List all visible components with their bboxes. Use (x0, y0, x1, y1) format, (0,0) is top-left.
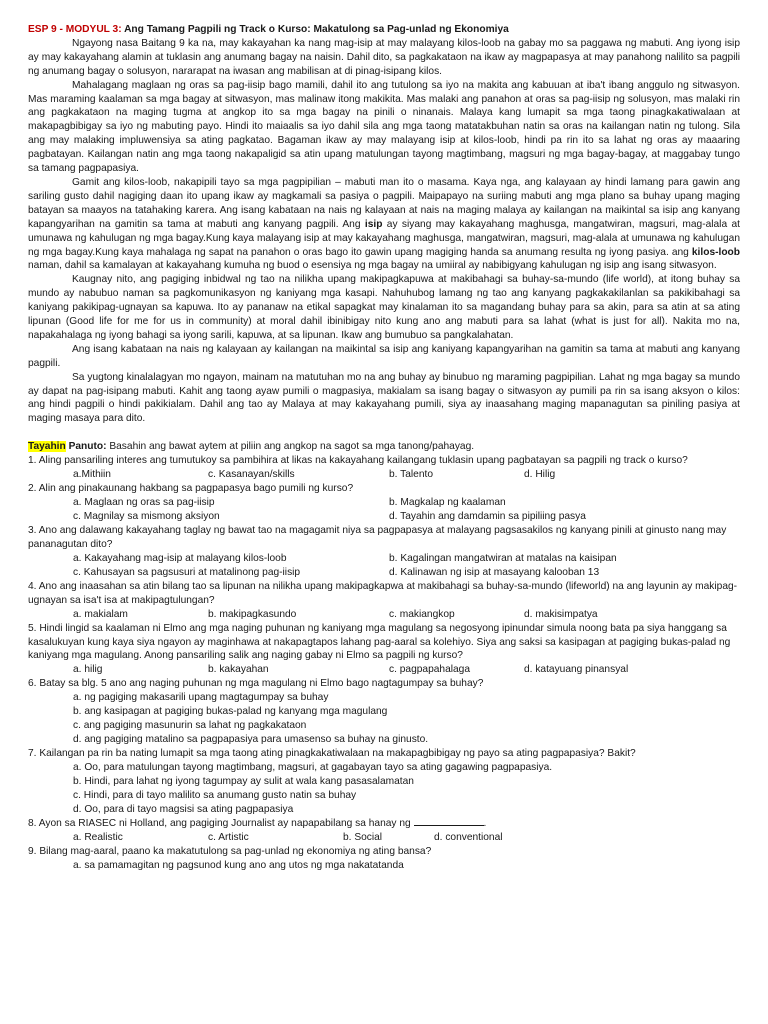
q6-choice-a: a. ng pagiging makasarili upang magtagumpay sa buhay (73, 692, 329, 704)
q1-choice-c: c. Kasanayan/skills (208, 469, 295, 481)
q1-choice-a: a.Mithiin (73, 469, 111, 481)
q3-choices-row1 (28, 552, 740, 566)
q3-choice-d: d. Kalinawan ng isip at masayang kalooban 13 (389, 566, 600, 578)
paragraph-1: Ngayong nasa Baitang 9 ka na, may kakayahan ka nang mag-isip at may malayang kilos-loob na gabay mo sa paggawa ng mabuti. Ang iyong isip ay may kakayahang alamin at tuklasin ang anumang bagay na naisin. Dahil dito, sa pagkakataon na ikaw ay magpapasya at may panahong nalilito sa pagpili ng anumang bagay o solusyon, nararapat na iwasan ang mabilisan at di pinag-isipang kilos. (28, 37, 740, 77)
q5-choice-b: b. kakayahan (208, 664, 269, 676)
q2-choice-a: a. Maglaan ng oras sa pag-iisip (73, 497, 215, 508)
tayahin-instructions (28, 440, 740, 454)
question-8: 8. Ayon sa RIASEC ni Holland, ang pagiging Journalist ay napapabilang sa hanay ng . (28, 818, 487, 830)
q7-choice-a: a. Oo, para matulungan tayong magtimbang, magsuri, at gagabayan tayo sa ating gagawing pagpapasiya. (73, 761, 553, 773)
term-isip: isip (364, 218, 383, 230)
question-2: 2. Alin ang pinakaunang hakbang sa pagpapasya bago pumili ng kurso? (28, 483, 354, 495)
q3-choice-c: c. Kahusayan sa pagsusuri at matalinong pag-iisip (73, 566, 301, 578)
question-9: 9. Bilang mag-aaral, paano ka makatutulong sa pag-unlad ng ekonomiya ng ating bansa? (28, 846, 432, 858)
question-3: 3. Ano ang dalawang kakayahang taglay ng bawat tao na magagamit niya sa pagpapasya at malayang pagsasakilos ng kanyang pinili at ginusto nang may pananagutan dito? (28, 525, 727, 550)
panuto-text: Basahin ang bawat aytem at piliin ang angkop na sagot sa mga tanong/pahayag. (106, 441, 475, 453)
q2-choice-c: c. Magnilay sa mismong aksiyon (73, 511, 220, 522)
q4-choice-c: c. makiangkop (389, 608, 455, 620)
q4-choice-a: a. makialam (73, 608, 128, 620)
question-7: 7. Kailangan pa rin ba nating lumapit sa mga taong ating pinagkakatiwalaan na makapagbibigay ng payo sa ating pagpapasiya? Bakit? (28, 747, 636, 759)
paragraph-4: Kaugnay nito, ang pagiging inbidwal ng tao na nilikha upang makipagkapuwa at makibahagi sa buhay-sa-mundo (life world), at itong buhay sa mundo ay nabubuo naman sa pagkomunikasyon ng kaniyang mga kasapi. Nahuhubog lamang ng tao ang kanyang pagkakakilanlan sa pakikibahagi sa kaniyang pakikipag-ugnayan sa kapuwa. Ito ay pananaw na etikal sapagkat may kinalaman ito sa magandang buhay para sa akin, para sa atin at sa ating lipunan (Good life for me for us in community) at moral dahil ibinibigay nito kung ano ang mabuti para sa lahat (what is just for all). Nakita mo na, napakahalaga ng iyong bahagi sa iyong sarili, kapuwa, at sa lipunan. Ikaw ang bumubuo sa pangkalahatan. (28, 274, 740, 341)
paragraph-6: Sa yugtong kinalalagyan mo ngayon, mainam na matutuhan mo na ang buhay ay binubuo ng maraming pagpipilian. Lahat ng mga bagay sa mundo ay dapat na pag-isipang mabuti. Kahit ang taong ayaw pumili o magpasiya, makialam sa isang bagay o sitwasyon ay pumili pa rin sa isang aksyon o kilos: ang hindi pagpili o hindi pakikialam. Dahil ang tao ay Malaya at may kakayahang pumili, siya ay inaasahang maging mapanagutan sa piniling pasiya at maging masaya para dito. (28, 371, 740, 425)
question-4: 4. Ano ang inaasahan sa atin bilang tao sa lipunan na nilikha upang makipagkapwa at makibahagi sa buhay-sa-mundo (lifeworld) na ang layunin ay makipag-ugnayan sa isa't isa at makipagtulungan? (28, 580, 738, 606)
section-gap (28, 426, 740, 440)
q4-choice-b: b. makipagkasundo (208, 608, 297, 620)
paragraph-3: Gamit ang kilos-loob, nakapipili tayo sa mga pagpipilian – mabuti man ito o masama. Kaya nga, ang kalayaan ay hindi lamang para gawin ang sariling gusto dahil nagiging daan ito upang ikaw ay magkamali sa pasiya o pagpili. Maipapayo na suriing mabuti ang mga plano sa buhay upang maging batayan sa maayos na tatahaking karera. Ang isang kabataan na nais ng kalayaan at nais na maging malaya ay kailangan na maikintal sa isip ang kanyang kapangyarihan na gamitin sa tama at mabuti ang kanyang pagpili. Ang isip ay siyang may kakayahang maghusga, mangatwiran, magsuri, mag-alala at umunawa ng kahulugan ng mga bagay.Kung kaya malayang isip at may kakayahang maghusga, mangatwiran, magsuri, mag-alala at umunawa ng kahulugan ng mga bagay.Kung kaya mahalaga ng sapat na panahon o oras bago ito gawin upang magiging handa sa anumang resulta ng iyong pasiya. ang kilos-loob naman, dahil sa kamalayan at kakayahang kumuha ng buod o esensiya ng mga bagay na umiiral ay nabibigyang kahulugan ng isip ang isang sitwasyon. (28, 176, 740, 272)
paragraph-5: Ang isang kabataan na nais ng kalayaan ay kailangan na maikintal sa isip ang kaniyang kapangyarihan na gamitin sa tama at mabuti ang kanyang pagpili. (28, 343, 740, 369)
question-5: 5. Hindi lingid sa kaalaman ni Elmo ang mga naging puhunan ng kaniyang mga magulang sa negosyong ipinundar simula noong bata pa siya hanggang sa kasalukuyan kung kaya siya ngayon ay maginhawa at nakapagtapos lahang pag-aaral sa kolehiyo. Siya ang saksi sa kasipagan at pagiging bukas-palad ng kaniyang mga magulang. Anong pansariling salik ang naging gabay ni Elmo sa pagpili ng kurso? (28, 622, 731, 662)
q3-choice-a: a. Kakayahang mag-isip at malayang kilos-loob (73, 552, 287, 564)
question-1: 1. Aling pansariling interes ang tumutukoy sa pambihira at likas na kakayahang kailangang tuklasin upang pagbatayan sa pagpili ng track o kurso? (28, 455, 688, 467)
q8-choice-d: d. conventional (434, 832, 503, 844)
q2-choices-row2 (28, 510, 740, 524)
q3-choice-b: b. Kagalingan mangatwiran at matalas na kaisipan (389, 552, 617, 564)
term-kilos-loob: kilos-loob (691, 246, 740, 258)
q1-choices (28, 468, 740, 482)
q5-choices (28, 663, 740, 677)
q5-choice-c: c. pagpapahalaga (389, 664, 471, 676)
answer-blank (414, 816, 484, 826)
question-6: 6. Batay sa blg. 5 ano ang naging puhunan ng mga magulang ni Elmo bago nagtagumpay sa buhay? (28, 678, 484, 690)
q5-choice-a: a. hilig (73, 664, 103, 676)
tayahin-label: Tayahin (28, 441, 66, 453)
q7-choice-d: d. Oo, para di tayo magsisi sa ating pagpapasiya (73, 803, 294, 815)
q4-choice-d: d. makisimpatya (524, 608, 598, 620)
q3-choices-row2 (28, 566, 740, 580)
q6-choice-d: d. ang pagiging matalino sa pagpapasiya para umasenso sa buhay na ginusto. (73, 733, 429, 745)
q1-choice-d: d. Hilig (524, 469, 556, 481)
q5-choice-d: d. katayuang pinansyal (524, 664, 629, 676)
q6-choice-b: b. ang kasipagan at pagiging bukas-palad ng kanyang mga magulang (73, 706, 388, 718)
q1-choice-b: b. Talento (389, 469, 433, 481)
module-title: Ang Tamang Pagpili ng Track o Kurso: Makatulong sa Pag-unlad ng Ekonomiya (124, 24, 509, 35)
q6-choice-c: c. ang pagiging masunurin sa lahat ng pagkakataon (73, 720, 307, 732)
q2-choices-row1 (28, 496, 740, 510)
q4-choices (28, 608, 740, 622)
q8-choice-a: a. Realistic (73, 832, 123, 844)
paragraph-2: Mahalagang maglaan ng oras sa pag-iisip bago mamili, dahil ito ang tutulong sa iyo na makita ang kabuuan at iba't ibang anggulo ng sitwasyon. Mas maraming kaalaman sa mga bagay at sitwasyon, mas malinaw itong makikita. Mas malaki ang panahon at oras sa pag-iisip ng solusyon, mas malaki rin ang pagkakataon na maging tugma at angkop ito sa mga bagay na pinili o ninanais. Malaya kang lumapit sa mga taong pinagkakatiwalaan at makapagbibigay sa iyo ng mabuting payo. Hindi ito maiaalis sa iyo dahil sila ang mga taong matatakbuhan natin sa oras na kailangan natin ng tulong. Sila ang may malaking impluwensiya sa ating pagkatao. Bagaman ikaw ay may malayang isip at kilos-loob, hindi pa rin ito sa lahat ng oras ay maaaring pagbatayan. Kailangan natin ang mga taong nakapaligid sa atin upang matulungan tayong magtimbang, magsuri ng mga bagay-bagay, at maggabay tungo sa tamang pagpapasiya. (28, 79, 740, 175)
q8-choice-c: c. Artistic (208, 832, 249, 844)
q9-choice-a: a. sa pamamagitan ng pagsunod kung ano ang utos ng mga nakatatanda (73, 860, 404, 872)
q7-choice-b: b. Hindi, para lahat ng iyong tagumpay ay sulit at wala kang pasasalamatan (73, 775, 414, 787)
module-header (28, 23, 740, 37)
q7-choice-c: c. Hindi, para di tayo malilito sa anumang gusto natin sa buhay (73, 789, 357, 801)
module-code: ESP 9 - MODYUL 3: (28, 24, 122, 35)
q8-choice-b: b. Social (343, 832, 383, 844)
q2-choice-b: b. Magkalap ng kaalaman (389, 497, 506, 508)
q8-choices (28, 831, 740, 845)
q2-choice-d: d. Tayahin ang damdamin sa pipiliing pasya (389, 511, 586, 522)
panuto-label: Panuto: (68, 441, 107, 453)
